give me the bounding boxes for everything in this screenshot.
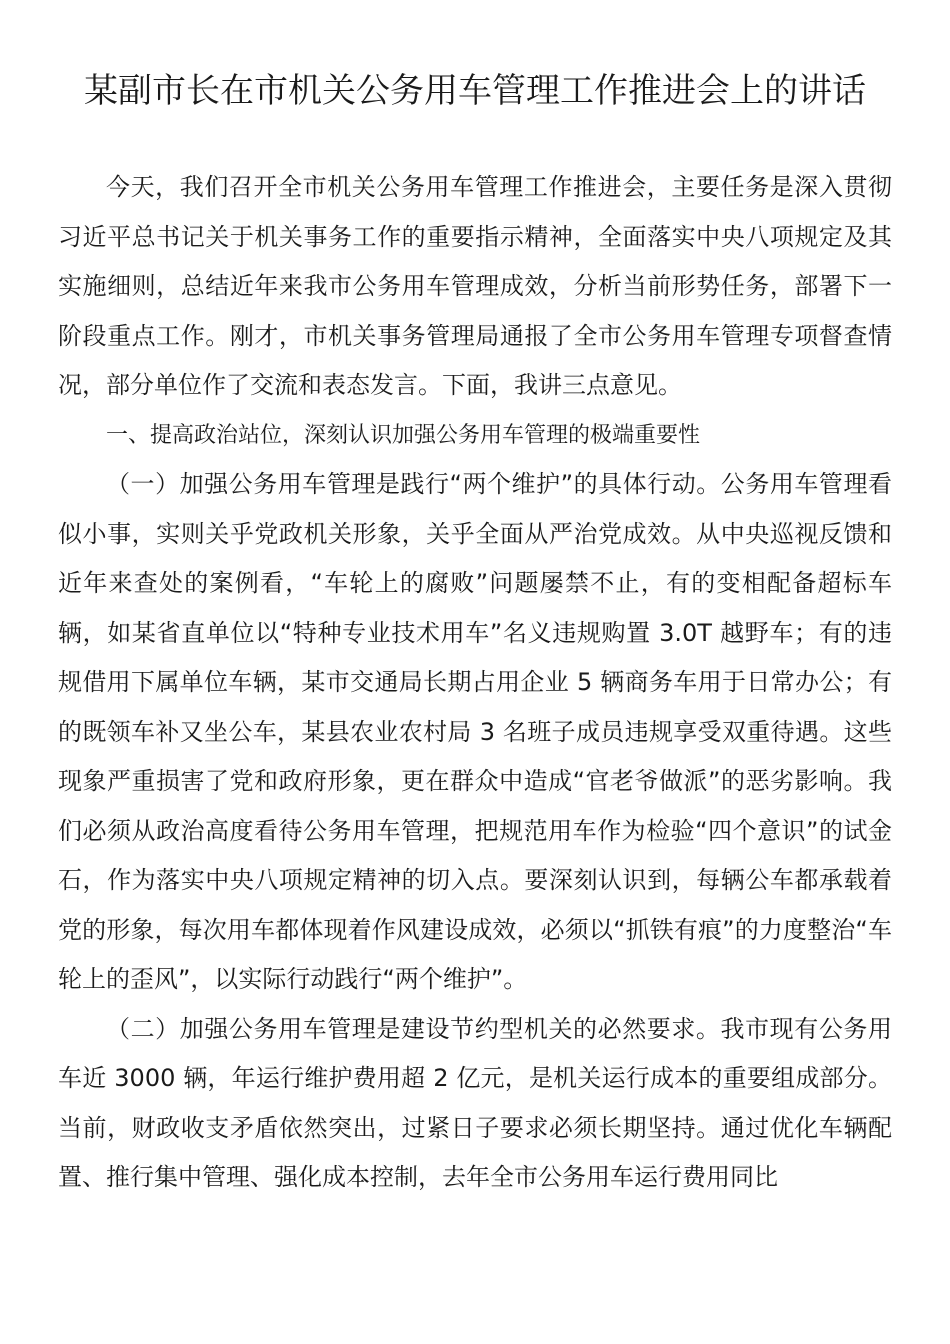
document-body — [58, 163, 892, 1203]
intro-paragraph: 今天，我们召开全市机关公务用车管理工作推进会，主要任务是深入贯彻习近平总书记关于机关事务工作的重要指示精神，全面落实中央八项规定及其实施细则，总结近年来我市公务用车管理成效，分析当前形势任务，部署下一阶段重点工作。刚才，市机关事务管理局通报了全市公务用车管理专项督查情况，部分单位作了交流和表态发言。下面，我讲三点意见。 — [58, 173, 892, 399]
section-1-paragraph-1: （一）加强公务用车管理是践行“两个维护”的具体行动。公务用车管理看似小事，实则关乎党政机关形象，关乎全面从严治党成效。从中央巡视反馈和近年来查处的案例看，“车轮上的腐败”问题屡禁不止，有的变相配备超标车辆，如某省直单位以“特种专业技术用车”名义违规购置 3.0T 越野车；有的违规借用下属单位车辆，某市交通局长期占用企业 5 辆商务车用于日常办公；有的既领车补又坐公车，某县农业农村局 3 名班子成员违规享受双重待遇。这些现象严重损害了党和政府形象，更在群众中造成“官老爷做派”的恶劣影响。我们必须从政治高度看待公务用车管理，把规范用车作为检验“四个意识”的试金石，作为落实中央八项规定精神的切入点。要深刻认识到，每辆公车都承载着党的形象，每次用车都体现着作风建设成效，必须以“抓铁有痕”的力度整治“车轮上的歪风”，以实际行动践行“两个维护”。 — [58, 470, 892, 993]
document-title: 某副市长在市机关公务用车管理工作推进会上的讲话 — [84, 71, 866, 111]
section-1-paragraph-2: （二）加强公务用车管理是建设节约型机关的必然要求。我市现有公务用车近 3000 辆，年运行维护费用超 2 亿元，是机关运行成本的重要组成部分。当前，财政收支矛盾依然突出，过紧日子要求必须长期坚持。通过优化车辆配置、推行集中管理、强化成本控制，去年全市公务用车运行费用同比 — [58, 1014, 892, 1191]
section-heading-1: 一、提高政治站位，深刻认识加强公务用车管理的极端重要性 — [106, 422, 701, 448]
